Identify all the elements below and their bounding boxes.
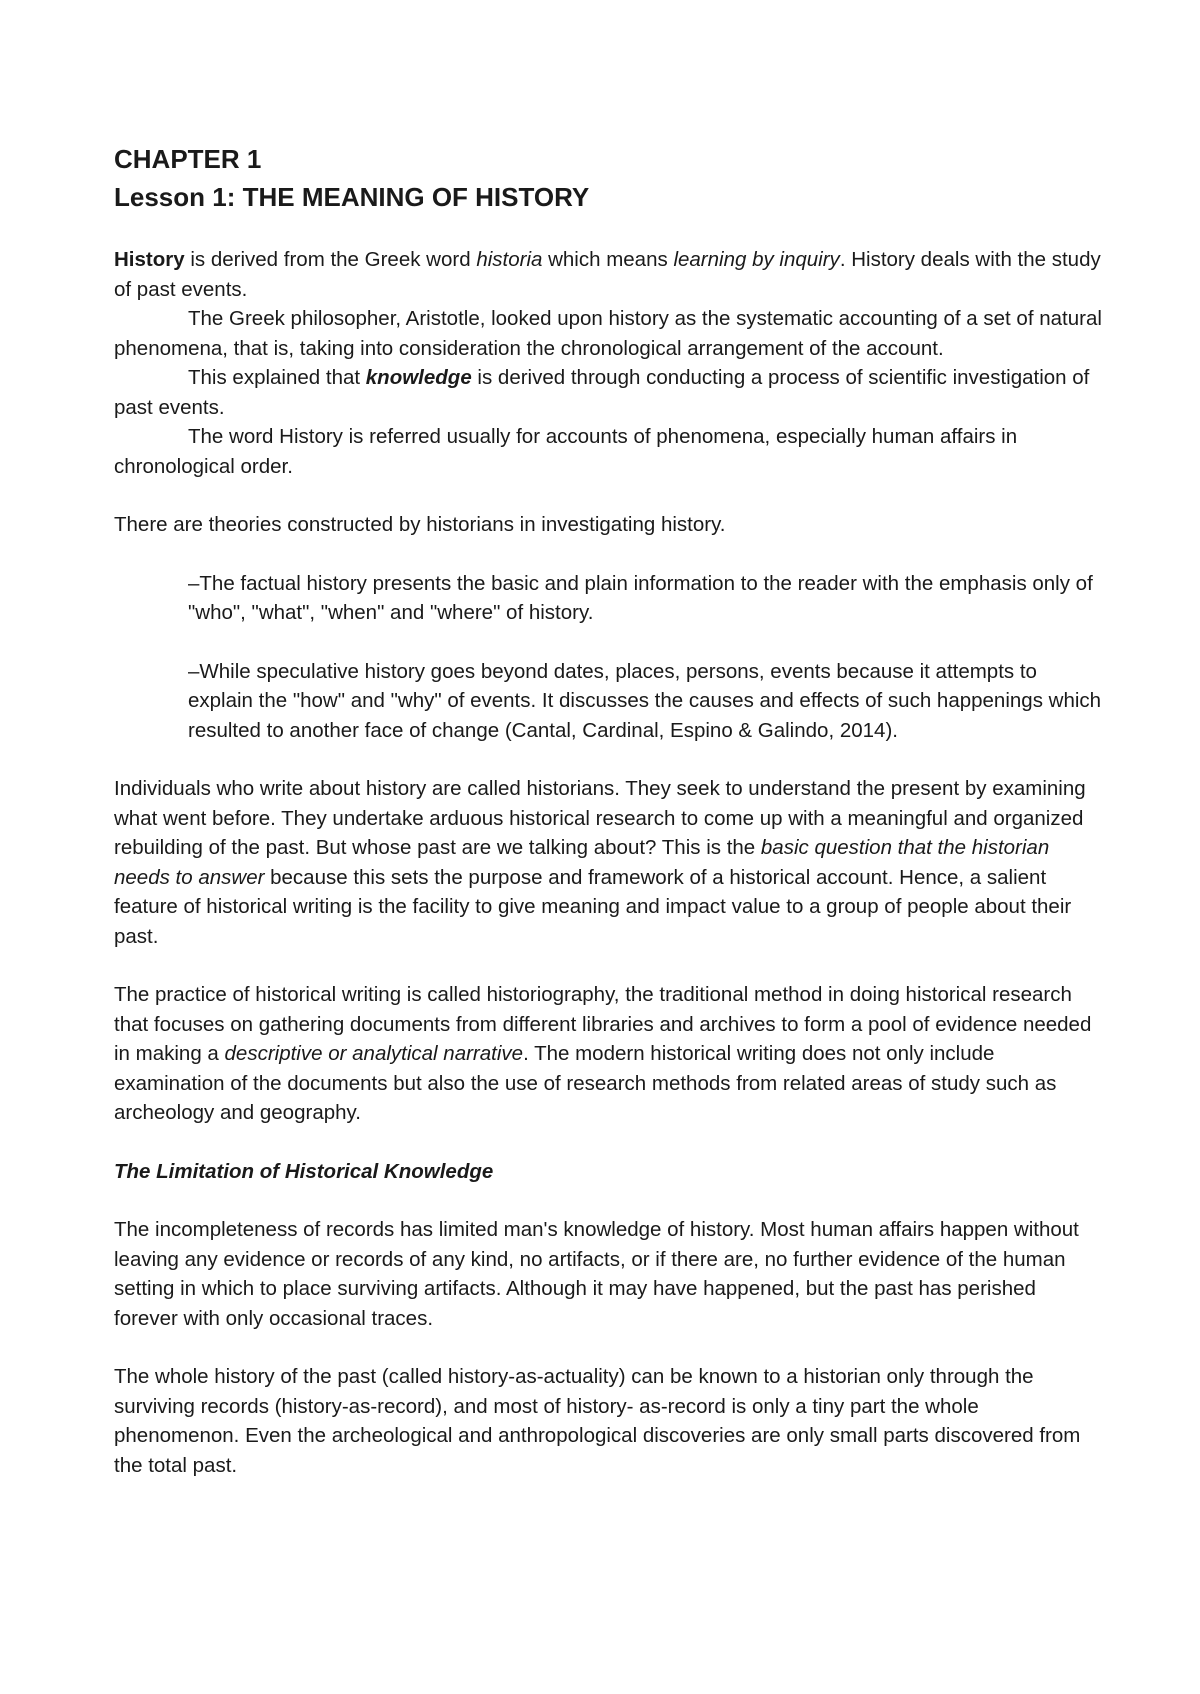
aristotle-paragraph: The Greek philosopher, Aristotle, looked upon history as the systematic accounting of a set of natural phenomena, that is, taking into consideration the chronological arrangement of the account. <box>114 307 1102 360</box>
lesson-title: Lesson 1: THE MEANING OF HISTORY <box>114 182 590 212</box>
intro-paragraph: History is derived from the Greek word historia which means learning by inquiry. History deals with the study of past events. <box>114 248 1101 301</box>
limitation-paragraph-2: The whole history of the past (called history-as-actuality) can be known to a historian only through the surviving records (history-as-record), and most of history- as-record is only a tiny part the whole phenomenon. Even the archeological and anthropological discoveries are only small parts discovered from the total past. <box>114 1365 1081 1477</box>
historiography-paragraph: The practice of historical writing is called historiography, the traditional method in doing historical research that focuses on gathering documents from different libraries and archives to form a pool of evidence needed in making a descriptive or analytical narrative. The modern historical writing does not only include examination of the documents but also the use of research methods from related areas of study such as archeology and geography. <box>114 983 1092 1124</box>
basic-question-phrase: basic question that the historian needs to answer <box>114 836 1050 889</box>
theory-speculative: –While speculative history goes beyond dates, places, persons, events because it attempts to explain the "how" and "why" of events. It discusses the causes and effects of such happenings which resulted to another face of change (Cantal, Cardinal, Espino & Galindo, 2014). <box>188 659 1102 742</box>
word-history-paragraph: The word History is referred usually for accounts of phenomena, especially human affairs in chronological order. <box>114 425 1018 478</box>
knowledge-paragraph: This explained that knowledge is derived through conducting a process of scientific investigation of past events. <box>114 366 1090 419</box>
meaning-phrase: learning by inquiry <box>673 248 840 271</box>
historians-paragraph: Individuals who write about history are called historians. They seek to understand the present by examining what went before. They undertake arduous historical research to come up with a meaningful and organized rebuilding of the past. But whose past are we talking about? This is the basic question that the historian needs to answer because this sets the purpose and framework of a historical account. Hence, a salient feature of historical writing is the facility to give meaning and impact value to a group of people about their past. <box>114 777 1086 948</box>
theory-factual: –The factual history presents the basic and plain information to the reader with the emphasis only of "who", "what", "when" and "where" of history. <box>188 571 1093 624</box>
knowledge-term: knowledge <box>365 366 472 389</box>
limitation-heading: The Limitation of Historical Knowledge <box>114 1159 494 1183</box>
history-term: History <box>114 248 185 271</box>
document-page <box>114 140 1104 1480</box>
chapter-title: CHAPTER 1 <box>114 144 262 174</box>
theories-intro: There are theories constructed by historians in investigating history. <box>114 513 726 536</box>
limitation-paragraph-1: The incompleteness of records has limited man's knowledge of history. Most human affairs happen without leaving any evidence or records of any kind, no artifacts, or if there are, no further evidence of the human setting in which to place surviving artifacts. Although it may have happened, but the past has perished forever with only occasional traces. <box>114 1218 1079 1330</box>
narrative-phrase: descriptive or analytical narrative <box>224 1042 524 1065</box>
greek-word: historia <box>476 248 543 271</box>
